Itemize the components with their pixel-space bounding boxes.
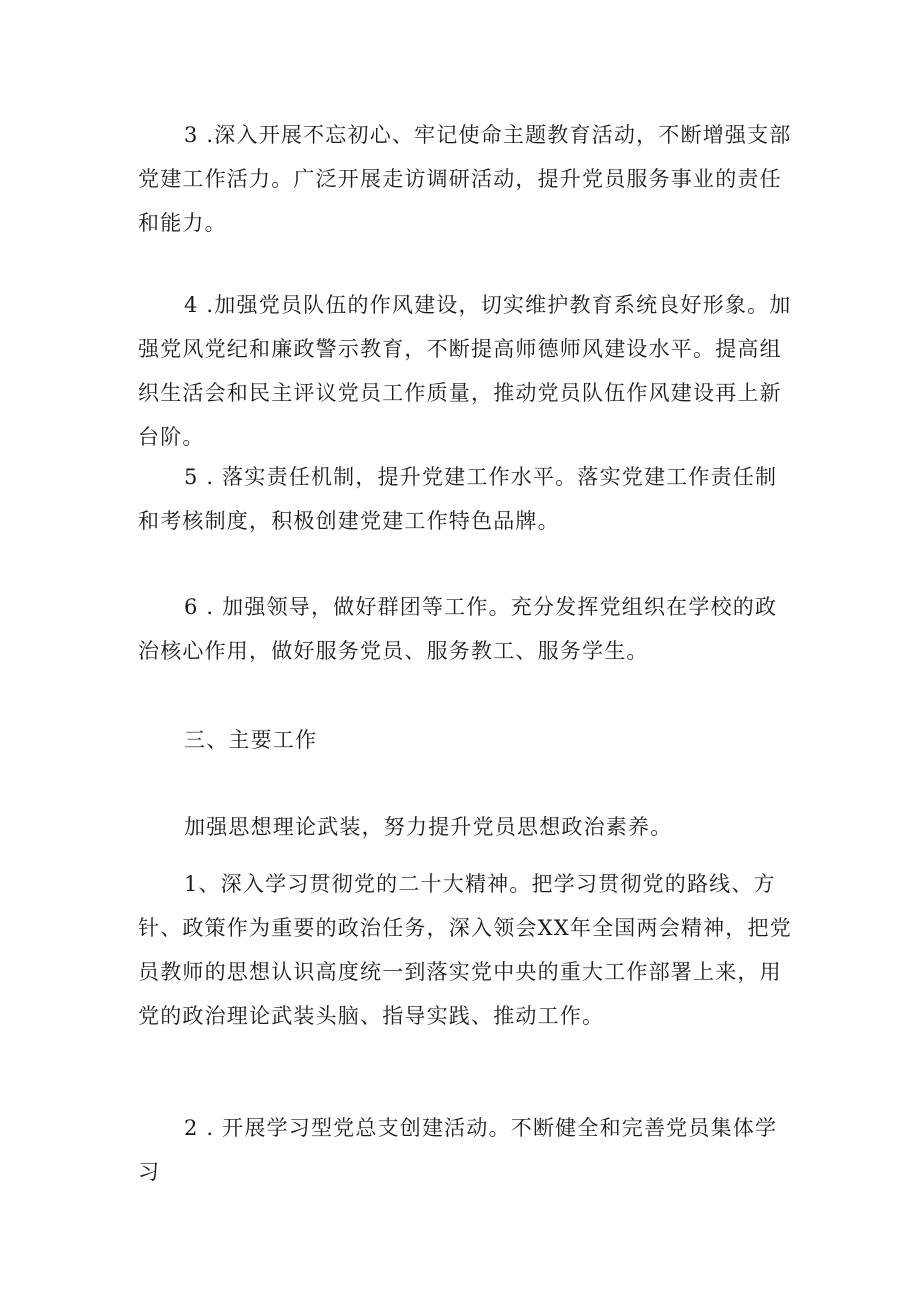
section-heading-main-work: 三、主要工作 bbox=[184, 728, 318, 752]
section-subheading-theory: 加强思想理论武装，努力提升党员思想政治素养。 bbox=[184, 815, 673, 839]
paragraph-item-4: 4 .加强党员队伍的作风建设，切实维护教育系统良好形象。加强党风党纪和廉政警示教育，不断提高师德师风建设水平。提高组织生活会和民主评议党员工作质量，推动党员队伍作风建设再上新台阶。 bbox=[138, 293, 792, 449]
paragraph-item-5: 5 . 落实责任机制，提升党建工作水平。落实党建工作责任制和考核制度，积极创建党建工作特色品牌。 bbox=[138, 465, 778, 533]
paragraph-item-1: 1、深入学习贯彻党的二十大精神。把学习贯彻党的路线、方针、政策作为重要的政治任务，深入领会XX年全国两会精神，把党员教师的思想认识高度统一到落实党中央的重大工作部署上来，用党的政治理论武装头脑、指导实践、推动工作。 bbox=[138, 872, 792, 1028]
paragraph-item-6: 6 . 加强领导，做好群团等工作。充分发挥党组织在学校的政治核心作用，做好服务党员、服务教工、服务学生。 bbox=[138, 595, 778, 663]
paragraph-item-3: 3 .深入开展不忘初心、牢记使命主题教育活动，不断增强支部党建工作活力。广泛开展走访调研活动，提升党员服务事业的责任和能力。 bbox=[138, 123, 792, 235]
paragraph-item-2: 2 . 开展学习型党总支创建活动。不断健全和完善党员集体学习 bbox=[138, 1116, 778, 1184]
